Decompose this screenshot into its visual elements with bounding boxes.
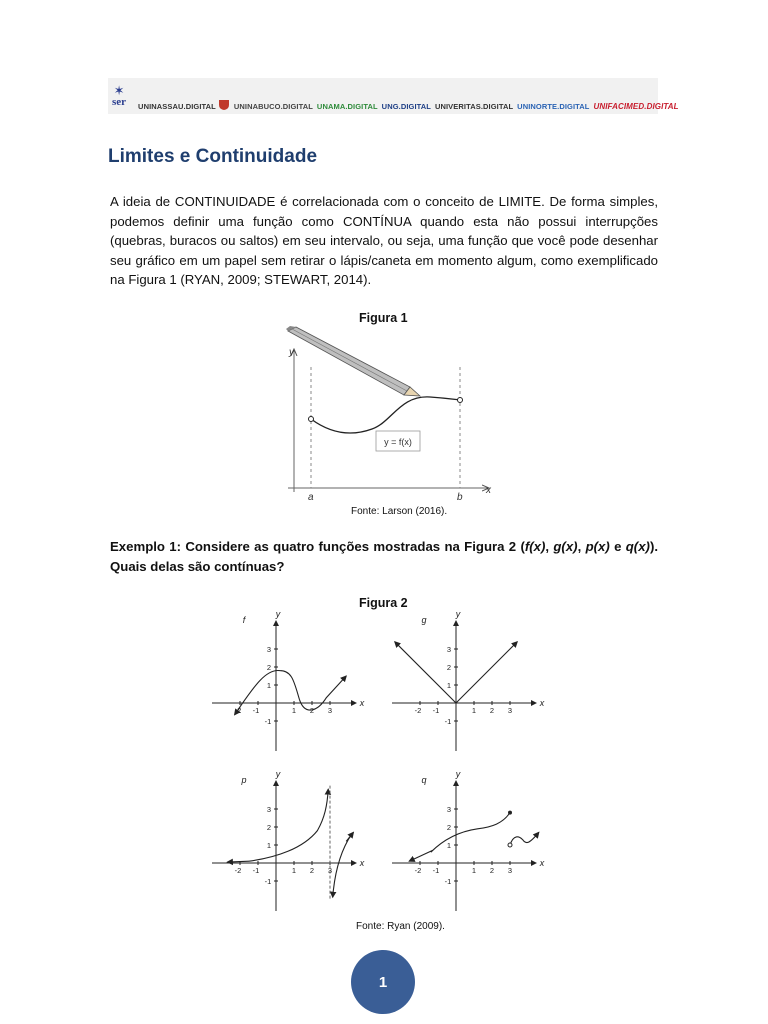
figure2-curve-q-right (510, 832, 539, 845)
figure2-tick-x: 3 (507, 866, 513, 875)
figure1-tick-b: b (457, 492, 463, 503)
figure2-tick-y: 3 (446, 645, 452, 654)
intro-paragraph: A ideia de CONTINUIDADE é correlacionada com o conceito de LIMITE. De forma simples, podemos definir uma função como CONTÍNUA quando esta não possui interrupções (quebras, buracos ou saltos) em seu intervalo, ou seja, uma função que você pode desenhar seu gráfico em um papel sem retirar o lápis/caneta em momento algum, como exemplificado na Figura 1 (RYAN, 2009; STEWART, 2014). (110, 194, 658, 287)
shield-icon (218, 99, 230, 111)
page-title: Limites e Continuidade (108, 146, 318, 167)
figure2-x-label: x (539, 858, 545, 868)
brand-ung: UNG.DIGITAL (381, 102, 431, 111)
figure1-tick-a: a (308, 492, 314, 503)
star-icon: ✶ (113, 82, 125, 98)
figure2-panel-name: g (421, 615, 427, 625)
figure1-curve (311, 397, 460, 433)
figure2-tick-y: 3 (446, 805, 452, 814)
figure2-tick-y: 3 (266, 645, 272, 654)
header-banner (108, 78, 679, 114)
figure2-tick-y: 2 (266, 823, 272, 832)
figure2-tick-y: 2 (446, 823, 452, 832)
figure2-x-label: x (359, 698, 365, 708)
figure2-tick-y: -1 (264, 877, 272, 886)
brand-uninassau: UNINASSAU.DIGITAL (138, 81, 230, 111)
figure2-tick-x: 2 (489, 866, 495, 875)
figure2-tick-y: 1 (446, 841, 452, 850)
figure2-tick-x: -1 (432, 866, 440, 875)
figure1-y-label: y (289, 347, 294, 358)
figure2-tick-x: 2 (489, 706, 495, 715)
figure2-source: Fonte: Ryan (2009). (356, 921, 445, 932)
pencil-icon (286, 326, 420, 396)
figure2-tick-x: 1 (471, 866, 477, 875)
figure2-y-label: y (275, 609, 281, 619)
figure2-tick-y: -1 (444, 717, 452, 726)
figure2-panel-q (392, 769, 545, 911)
figure2-tick-x: -1 (432, 706, 440, 715)
figure1-endpoint-b (458, 398, 463, 403)
figure2-tick-x: -2 (414, 866, 422, 875)
figure1-graph (0, 325, 768, 525)
figure2-tick-x: 1 (471, 706, 477, 715)
figure2-tick-x: -1 (252, 866, 260, 875)
figure1-source: Fonte: Larson (2016). (351, 506, 448, 517)
example1-text: Exemplo 1: Considere as quatro funções mostradas na Figura 2 (f(x), g(x), p(x) e q(x)). Quais delas são contínuas? (110, 539, 658, 574)
brand-uninabuco: UNINABUCO.DIGITAL (233, 102, 313, 111)
figure1-endpoint-a (309, 417, 314, 422)
page-number-badge: 1 (351, 950, 415, 1014)
figure2-panel-name: p (241, 775, 247, 785)
figure2-open-point (508, 843, 512, 847)
figure2-tick-x: 3 (507, 706, 513, 715)
brand-uninorte: UNINORTE.DIGITAL (517, 102, 590, 111)
figure2-tick-y: 3 (266, 805, 272, 814)
figure2-x-label: x (539, 698, 545, 708)
figure1-x-label: x (486, 485, 491, 496)
figure2-curve-g-right (456, 642, 517, 703)
figure2-tick-y: 1 (446, 681, 452, 690)
brand-unifacimed: UNIFACIMED.DIGITAL (593, 102, 679, 111)
figure2-y-label: y (275, 769, 281, 779)
figure2-tick-x: -2 (414, 706, 422, 715)
brand-univeritas: UNIVERITAS.DIGITAL (434, 102, 514, 111)
figure2-panel-name: f (242, 615, 246, 625)
figure2-panel-g (392, 609, 545, 751)
figure1-curve-label: y = f(x) (384, 437, 412, 447)
figure2-panel-p (212, 769, 365, 911)
figure2-tick-x: -1 (252, 706, 260, 715)
figure2-tick-y: 1 (266, 841, 272, 850)
figure2-tick-x: 3 (327, 866, 333, 875)
figure2-tick-x: -2 (234, 866, 242, 875)
figure2-tick-x: 3 (327, 706, 333, 715)
figure2-tick-x: 2 (309, 706, 315, 715)
figure2-panel-name: q (421, 775, 427, 785)
figure1-label: Figura 1 (359, 311, 408, 325)
figure2-tick-x: 1 (291, 866, 297, 875)
figure2-graphs (0, 610, 768, 930)
figure2-x-label: x (359, 858, 365, 868)
figure2-tick-x: 2 (309, 866, 315, 875)
figure2-tick-y: 2 (446, 663, 452, 672)
figure2-tick-x: -2 (234, 706, 242, 715)
brand-unama: UNAMA.DIGITAL (316, 102, 378, 111)
figure2-tick-y: -1 (444, 877, 452, 886)
figure2-closed-point (508, 811, 512, 815)
figure2-curve-p-left (249, 789, 328, 861)
figure2-y-label: y (455, 609, 461, 619)
figure2-y-label: y (455, 769, 461, 779)
ser-logo: ✶ ser (112, 82, 127, 108)
figure2-panel-f (212, 609, 365, 751)
figure2-curve-q-left (431, 813, 510, 853)
figure2-tick-y: -1 (264, 717, 272, 726)
figure2-tick-y: 2 (266, 663, 272, 672)
figure2-tick-x: 1 (291, 706, 297, 715)
figure2-label: Figura 2 (359, 596, 408, 610)
figure2-tick-y: 1 (266, 681, 272, 690)
figure2-curve-p-right (333, 834, 352, 897)
